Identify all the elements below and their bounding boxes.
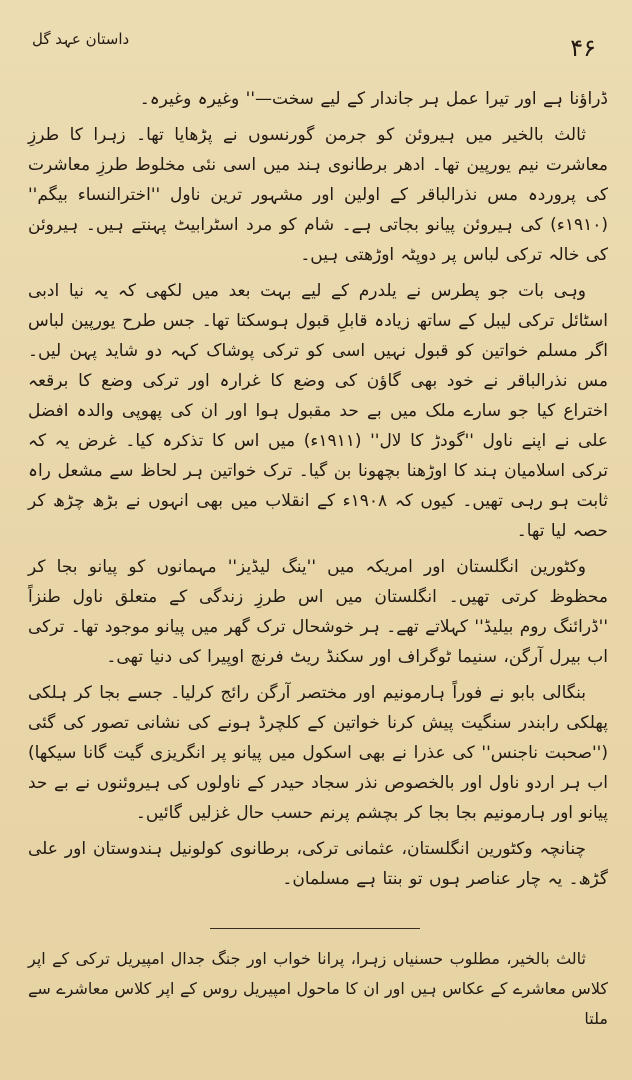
- paragraph: وہی بات جو پطرس نے یلدرم کے لیے بہت بعد میں لکھی کہ یہ نیا ادبی اسٹائل ترکی لیبل کے ساتھ زیادہ قابلِ قبول ہوسکتا تھا۔ جس طرح یورپین لباس اگر مسلم خواتین کو قبول نہیں اسی کو ترکی پوشاک کہہ دو شاید پہن لیں۔ مس نذرالباقر نے خود بھی گاؤن کی وضع کا غرارہ اور ترکی وضع کا برقعہ اختراع کیا جو سارے ملک میں بے حد مقبول ہوا اور ان کی پھوپی والدہ افضل علی نے اپنے ناول ''گودڑ کا لال'' (۱۹۱۱ء) میں اس کا تذکرہ کیا۔ غرض یہ کہ ترکی اسلامیان ہند کا اوڑھنا بچھونا بن گیا۔ ترک خواتین ہر لحاظ سے مشعل راہ ثابت ہو رہی تھیں۔ کیوں کہ ۱۹۰۸ء کے انقلاب میں بھی انہوں نے بڑھ چڑھ کر حصہ لیا تھا۔: [28, 281, 609, 541]
- paragraph: چنانچہ وکٹورین انگلستان، عثمانی ترکی، برطانوی کولونیل ہندوستان اور علی گڑھ۔ یہ چار عناصر ہوں تو بنتا ہے مسلمان۔: [28, 839, 608, 889]
- running-header-title: داستان عہد گل: [32, 30, 130, 48]
- footnote: ثالث بالخیر، مطلوب حسنیاں زہرا، پرانا خواب اور جنگ جدال امپیریل ترکی کے اپر کلاس معاشرے کے عکاس ہیں اور ان کا ماحول امپیریل روس کے اپر کلاس معاشرے سے ملتا: [28, 949, 608, 1028]
- paragraph: وکٹورین انگلستان اور امریکہ میں ''ینگ لیڈیز'' مہمانوں کو پیانو بجا کر محظوظ کرتی تھیں۔ انگلستان میں اس طرزِ زندگی کے متعلق ناول طنزاً ''ڈرائنگ روم بیلیڈ'' کہلاتے تھے۔ ہر خوشحال ترک گھر میں پیانو موجود تھا۔ ترکی اب بیرل آرگن، سنیما ٹوگراف اور سکنڈ ریٹ فرنچ اوپیرا کی دنیا تھی۔: [28, 557, 608, 667]
- paragraph: ثالث بالخیر میں ہیروئن کو جرمن گورنسوں نے پڑھایا تھا۔ زہرا کا طرزِ معاشرت نیم یورپین تھا۔ ادھر برطانوی ہند میں اسی نئی مخلوط طرزِ معاشرت کی پروردہ مس نذرالباقر کے اولین اور مشہور ترین ناول ''اخترالنساء بیگم'' (۱۹۱۰ء) کی ہیروئن پیانو بجاتی ہے۔ شام کو مرد اسٹرابیٹ پہنتے ہیں۔ ہیروئن کی خالہ ترکی لباس پر دوپٹہ اوڑھتی ہیں۔: [28, 125, 608, 265]
- paragraph: ڈراؤنا ہے اور تیرا عمل ہر جاندار کے لیے سخت—'' وغیرہ وغیرہ۔: [139, 89, 608, 109]
- paragraph: بنگالی بابو نے فوراً ہارمونیم اور مختصر آرگن رائج کرلیا۔ جسے بجا کر ہلکی پھلکی رابندر سنگیت پیش کرنا خواتین کے کلچرڈ ہونے کی نشانی تصور کی گئی (''صحبت ناجنس'' کی عذرا نے بھی اسکول میں پیانو پر انگریزی گیت گانا سیکھا) اب ہر اردو ناول اور بالخصوص نذر سجاد حیدر کے ناولوں کی ہیروئنوں نے بے حد پیانو اور ہارمونیم بجا بجا کر بچشم پرنم حسب حال غزلیں گائیں۔: [28, 683, 608, 823]
- page-number: ۴۶: [570, 34, 596, 62]
- footnote-divider: [210, 928, 420, 929]
- body-text: [28, 84, 608, 900]
